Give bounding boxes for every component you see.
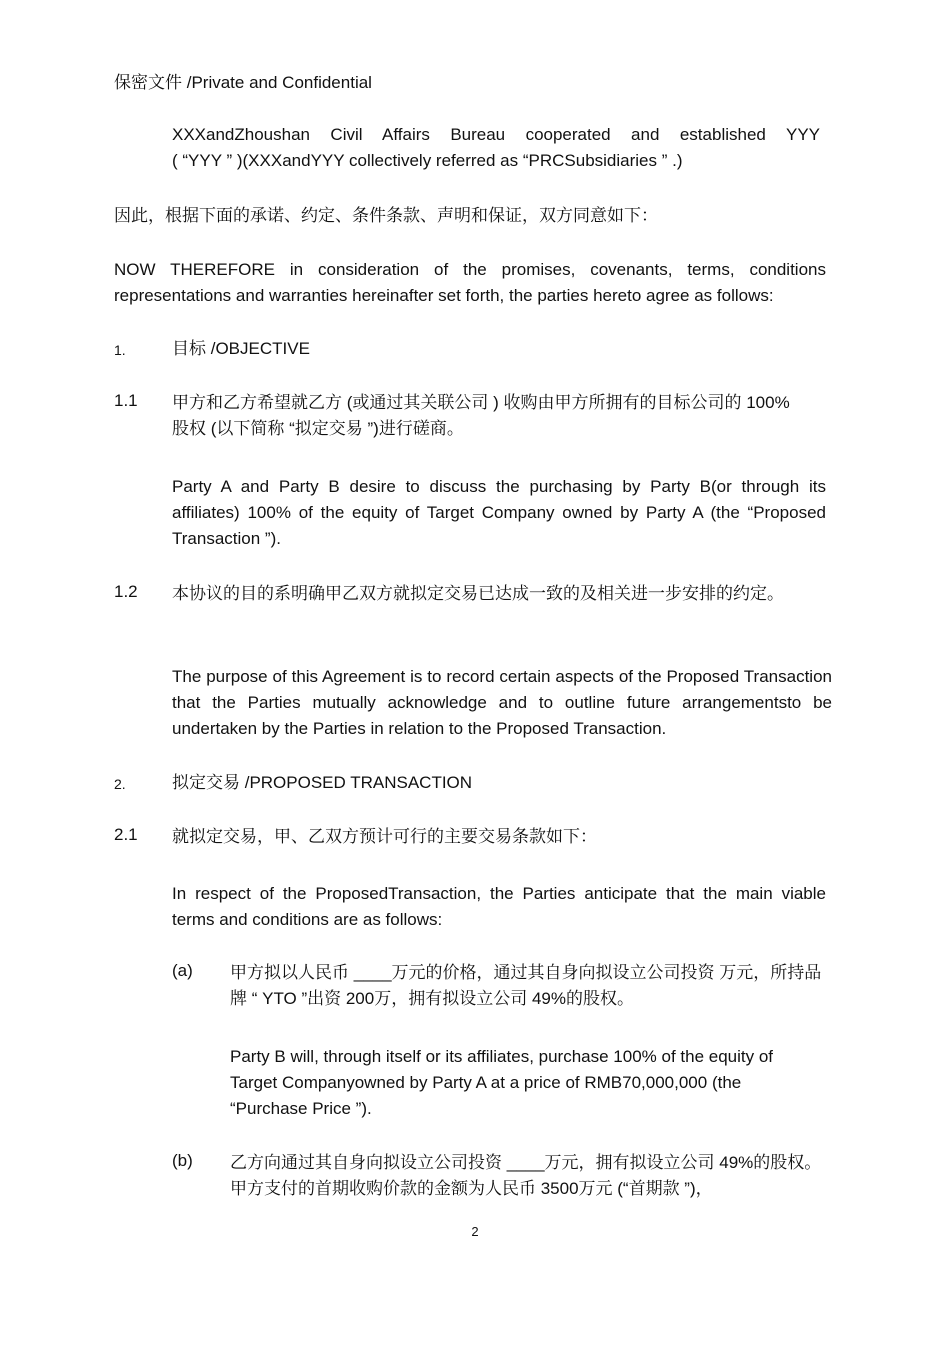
item-b-cn: 乙方向通过其自身向拟设立公司投资 ____万元，拥有拟设立公司 49%的股权。甲方支付的首期收购价款的金额为人民币 3500万元 (“首期款 ”)，	[230, 1153, 822, 1198]
page-header: 保密文件 /Private and Confidential	[114, 73, 372, 92]
section-1-number: 1.	[114, 342, 126, 358]
section-2-number: 2.	[114, 776, 126, 792]
clause-2-1-en: In respect of the ProposedTransaction, the Parties anticipate that the main viable terms and conditions are as follows:	[172, 884, 826, 929]
clause-1-2-cn: 本协议的目的系明确甲乙双方就拟定交易已达成一致的及相关进一步安排的约定。	[172, 584, 784, 603]
intro-paragraph	[172, 122, 820, 174]
item-a-cn: 甲方拟以人民币 ____万元的价格，通过其自身向拟设立公司投资 万元，所持品牌 “ YTO ”出资 200万，拥有拟设立公司 49%的股权。	[230, 963, 822, 1008]
section-2-title: 拟定交易 /PROPOSED TRANSACTION	[172, 773, 473, 792]
section-1-title: 目标 /OBJECTIVE	[172, 339, 310, 358]
intro-line-1: XXXandZhoushan Civil Affairs Bureau cooperated and established YYY	[172, 125, 820, 144]
clause-1-2-number: 1.2	[114, 582, 138, 601]
clause-1-2-en: The purpose of this Agreement is to record certain aspects of the Proposed Transaction that the Parties mutually acknowledge and to outline future arrangementsto be undertaken by the Parties in relation to the Proposed Transaction.	[172, 667, 832, 738]
item-b-label: (b)	[172, 1151, 193, 1170]
clause-1-1-number: 1.1	[114, 391, 138, 410]
intro-line-2: ( “YYY ” )(XXXandYYY collectively referred as “PRCSubsidiaries ” .)	[172, 151, 683, 170]
now-therefore-en: NOW THEREFORE in consideration of the promises, covenants, terms, conditions representations and warranties hereinafter set forth, the parties hereto agree as follows:	[114, 260, 826, 305]
item-a-label: (a)	[172, 961, 193, 980]
clause-1-1-cn: 甲方和乙方希望就乙方 (或通过其关联公司 ) 收购由甲方所拥有的目标公司的 100%股权 (以下简称 “拟定交易 ”)进行磋商。	[172, 393, 790, 438]
item-a-en: Party B will, through itself or its affiliates, purchase 100% of the equity of Target Companyowned by Party A at a price of RMB70,000,000 (the “Purchase Price ”).	[230, 1047, 774, 1118]
clause-2-1-number: 2.1	[114, 825, 138, 844]
page-number: 2	[471, 1224, 479, 1239]
clause-1-1-en: Party A and Party B desire to discuss the purchasing by Party B(or through its affiliates) 100% of the equity of Target Company owned by Party A (the “Proposed Transaction ”).	[172, 477, 826, 548]
now-therefore-cn: 因此，根据下面的承诺、约定、条件条款、声明和保证，双方同意如下：	[114, 206, 658, 225]
clause-2-1-cn: 就拟定交易，甲、乙双方预计可行的主要交易条款如下：	[172, 827, 597, 846]
